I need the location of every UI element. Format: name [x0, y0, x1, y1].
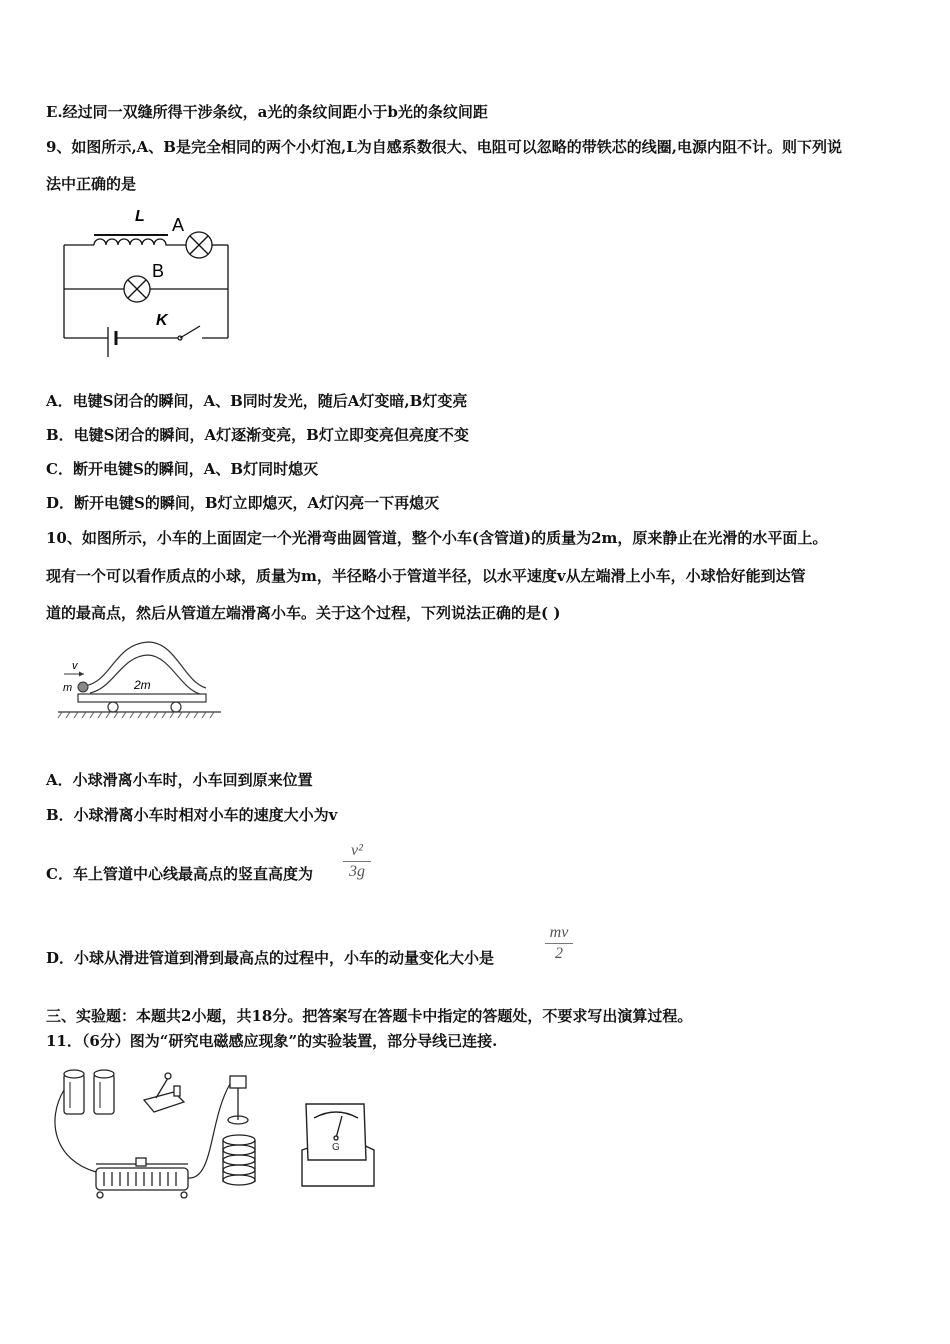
formula-c-numerator: v² [351, 842, 363, 859]
q10-stem-line-2: 现有一个可以看作质点的小球，质量为m，半径略小于管道半径，以水平速度v从左端滑上小车，小球恰好能到达管 [46, 567, 806, 585]
cart-body [78, 694, 206, 702]
q10-stem-line-3: 道的最高点，然后从管道左端滑离小车。关于这个过程，下列说法正确的是( ) [46, 604, 561, 622]
label-v: v [72, 660, 78, 672]
q10-option-d: D．小球从滑进管道到滑到最高点的过程中，小车的动量变化大小是 [46, 949, 495, 967]
secondary-coil [223, 1135, 255, 1185]
primary-coil [228, 1076, 248, 1124]
option-e-text: E.经过同一双缝所得干涉条纹，a光的条纹间距小于b光的条纹间距 [46, 103, 488, 121]
wire-rheostat-coil [188, 1084, 230, 1178]
q9-option-c: C．断开电键S的瞬间，A、B灯同时熄灭 [46, 460, 319, 478]
q10-cart-diagram [56, 638, 226, 720]
label-l: L [135, 208, 145, 225]
q11-stem: 11．（6分）图为“研究电磁感应现象”的实验装置，部分导线已连接. [46, 1032, 498, 1050]
q9-option-d: D．断开电键S的瞬间，B灯立即熄灭，A灯闪亮一下再熄灭 [46, 494, 440, 512]
q9-option-b: B．电键S闭合的瞬间，A灯逐渐变亮，B灯立即变亮但亮度不变 [46, 426, 469, 444]
label-m: m [63, 682, 73, 694]
q11-apparatus-diagram [44, 1060, 384, 1210]
cart-wheel-right [171, 702, 181, 712]
formula-d-numerator: mv [549, 924, 569, 941]
q10-stem-line-1: 10、如图所示，小车的上面固定一个光滑弯曲圆管道，整个小车(含管道)的质量为2m，原来静止在光滑的水平面上。 [46, 529, 828, 547]
battery-cells [64, 1070, 114, 1114]
lamp-b-symbol [124, 276, 150, 302]
ball [78, 682, 88, 692]
galvanometer-label: G [332, 1142, 340, 1153]
knife-switch [144, 1073, 184, 1112]
label-a: A [172, 215, 185, 235]
section-3-heading: 三、实验题：本题共2小题，共18分。把答案写在答题卡中指定的答题处，不要求写出演算过程。 [46, 1007, 693, 1025]
switch-blade [180, 326, 200, 338]
label-b: B [152, 261, 165, 281]
rheostat [96, 1158, 188, 1198]
formula-d-denominator: 2 [555, 945, 563, 962]
q10-option-b: B．小球滑离小车时相对小车的速度大小为v [46, 806, 338, 824]
label-k: K [156, 312, 168, 329]
formula-c-denominator: 3g [349, 863, 365, 880]
q9-stem-line-2: 法中正确的是 [46, 175, 137, 193]
ground-hatching [58, 712, 214, 718]
formula-mv-over-2 [545, 924, 573, 963]
lamp-a-symbol [186, 232, 212, 258]
label-2m: 2m [134, 678, 151, 692]
formula-v2-over-3g [343, 842, 371, 881]
inductor-coil [94, 239, 168, 245]
q10-option-c: C．车上管道中心线最高点的竖直高度为 [46, 865, 313, 883]
q10-option-a: A．小球滑离小车时，小车回到原来位置 [46, 771, 313, 789]
q9-option-a: A．电键S闭合的瞬间，A、B同时发光，随后A灯变暗,B灯变亮 [46, 392, 468, 410]
q9-circuit-diagram [58, 205, 238, 363]
velocity-arrowhead [79, 672, 84, 677]
cart-wheel-left [108, 702, 118, 712]
q9-stem-line-1: 9、如图所示,A、B是完全相同的两个小灯泡,L为自感系数很大、电阻可以忽略的带铁芯的线圈,电源内阻不计。则下列说 [46, 138, 842, 156]
